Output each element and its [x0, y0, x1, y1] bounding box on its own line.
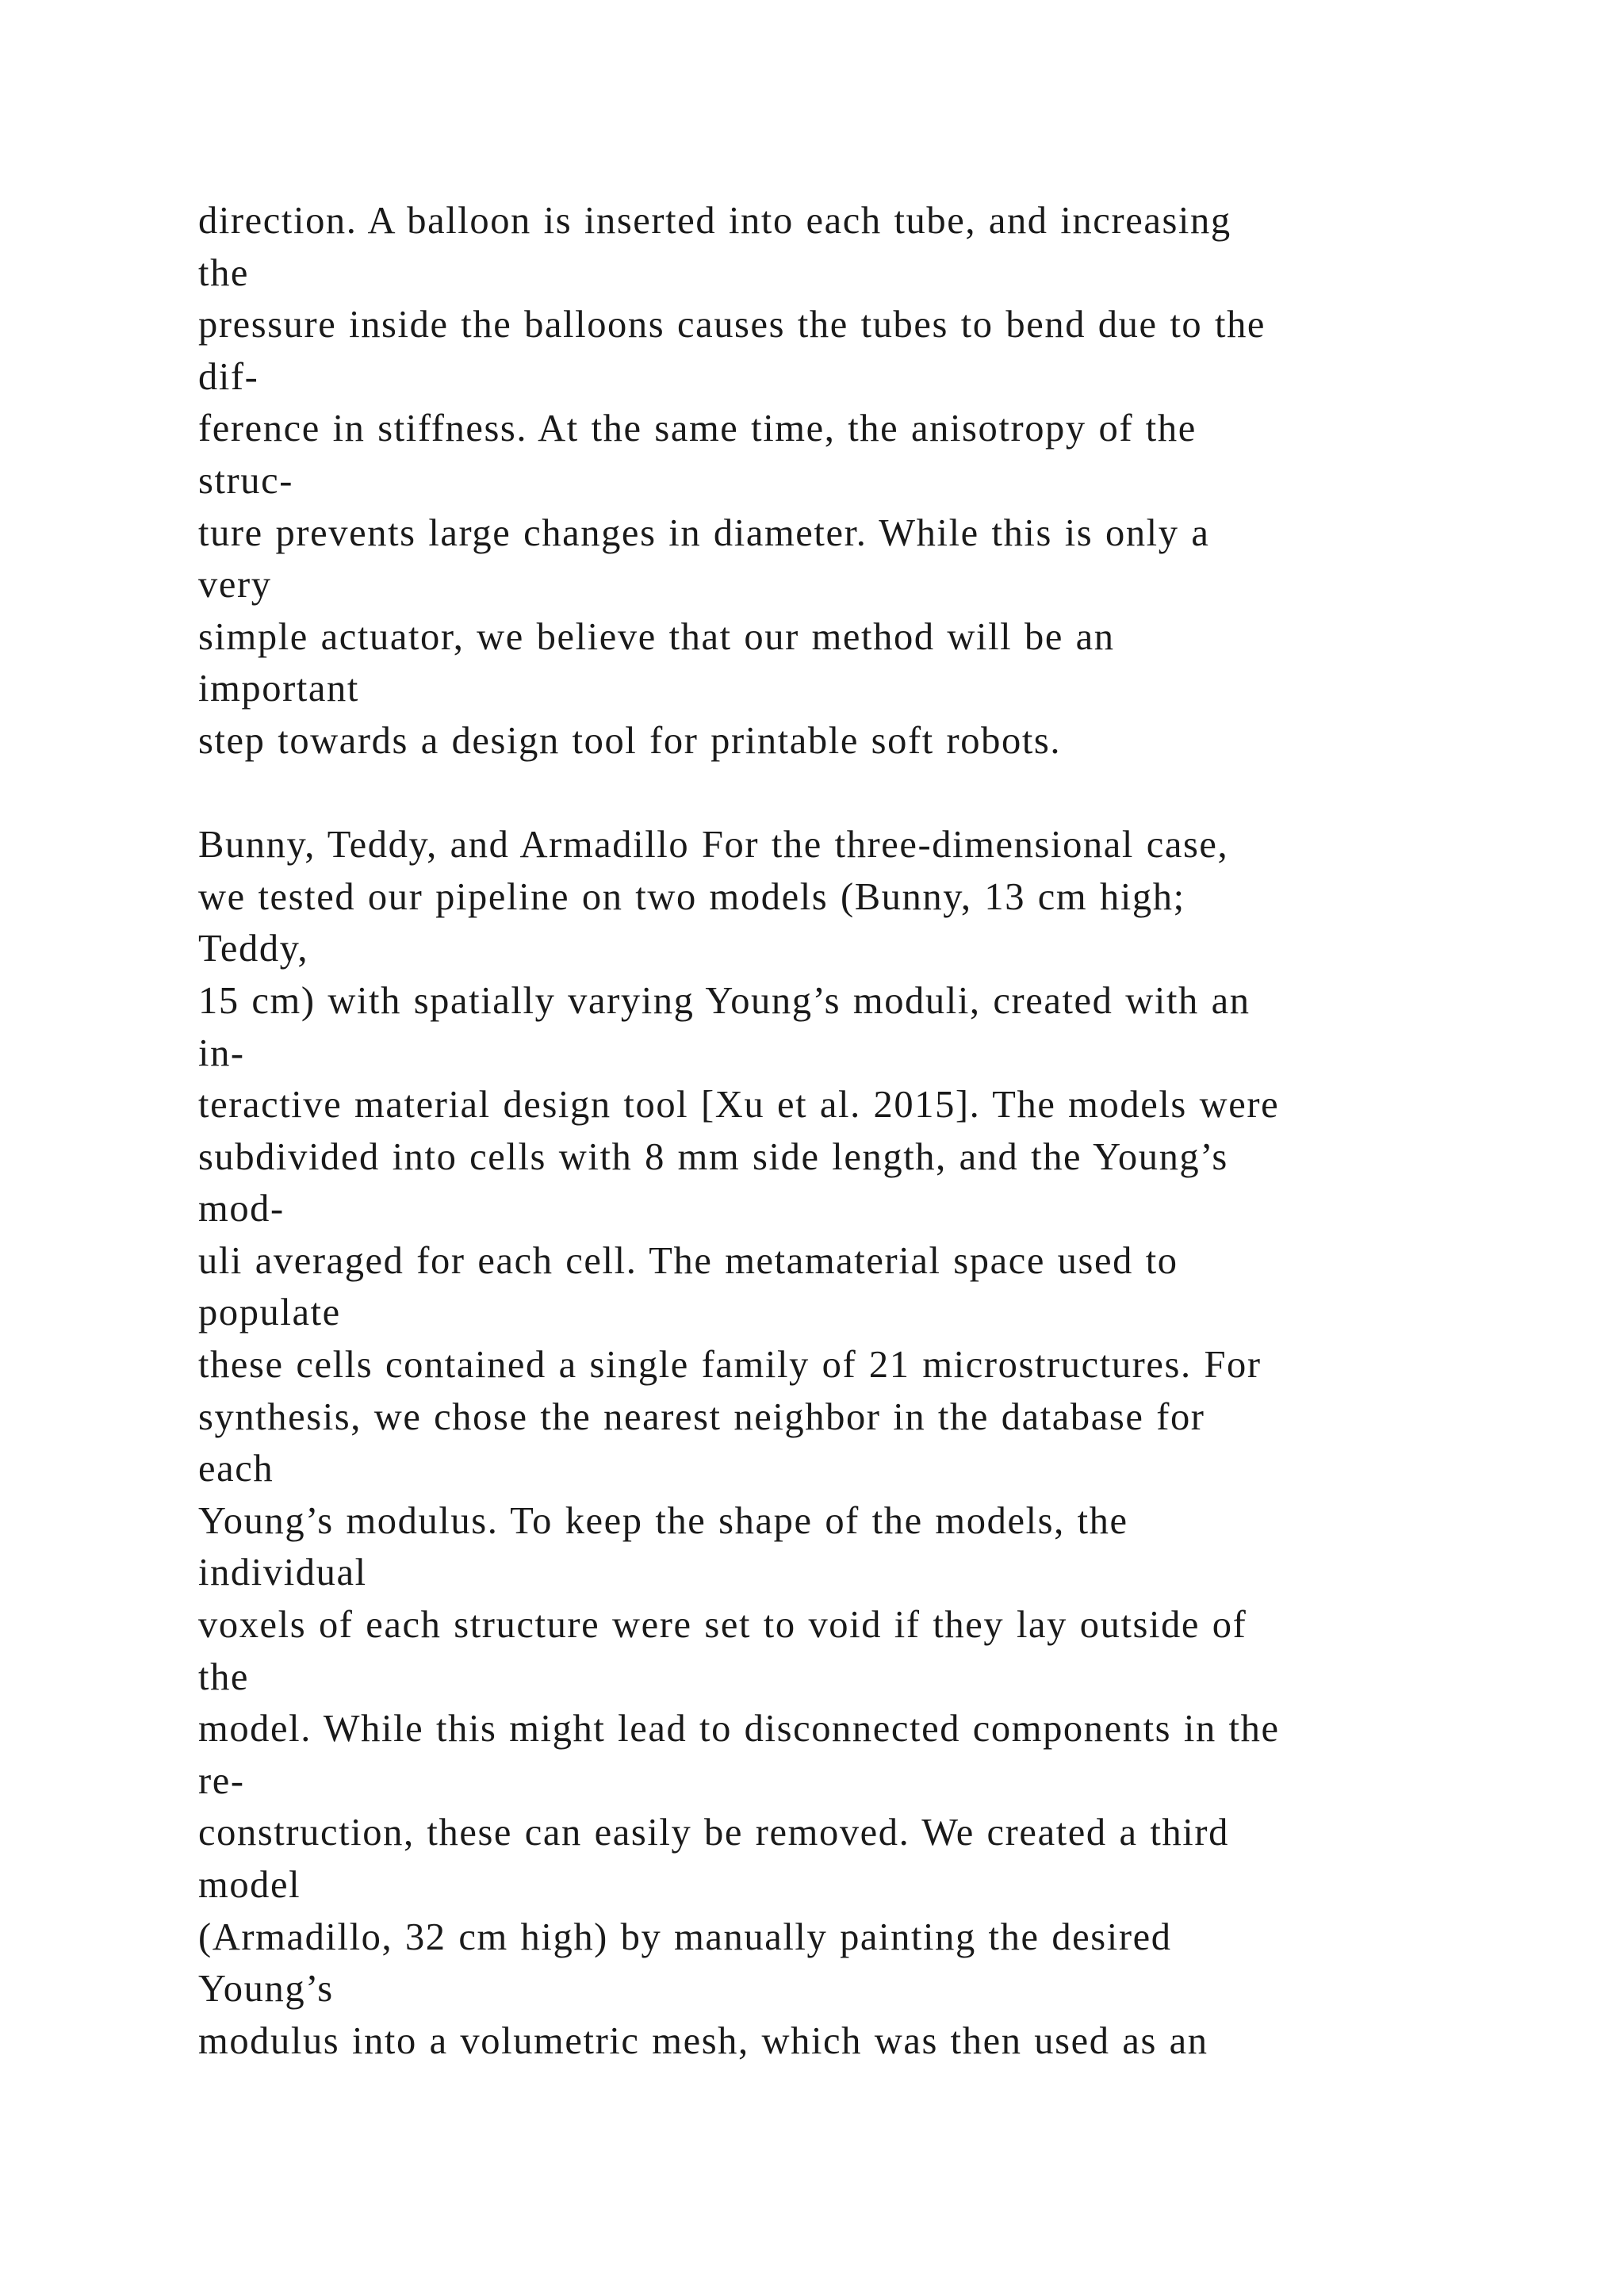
text-line: Bunny, Teddy, and Armadillo For the three-dimensional case,: [198, 824, 1229, 867]
text-line: direction. A balloon is inserted into each tube, and increasing: [198, 200, 1231, 242]
text-line: we tested our pipeline on two models (Bunny, 13 cm high;: [198, 875, 1185, 918]
text-line: important: [198, 668, 359, 710]
text-line: model: [198, 1864, 301, 1906]
text-line: individual: [198, 1552, 367, 1594]
text-line: step towards a design tool for printable soft robots.: [198, 719, 1062, 762]
text-line: in-: [198, 1031, 245, 1074]
text-line: each: [198, 1448, 274, 1490]
text-line: very: [198, 564, 272, 607]
text-line: subdivided into cells with 8 mm side length, and the Young’s: [198, 1135, 1228, 1178]
paragraph-1: [198, 195, 1562, 767]
document-text: [198, 195, 1562, 2067]
text-line: mod-: [198, 1188, 285, 1230]
text-line: teractive material design tool [Xu et al. 2015]. The models were: [198, 1084, 1280, 1127]
text-line: model. While this might lead to disconnected components in the: [198, 1708, 1280, 1751]
paragraph-2: [198, 819, 1562, 2067]
text-line: 15 cm) with spatially varying Young’s moduli, created with an: [198, 979, 1251, 1022]
text-line: Young’s: [198, 1968, 334, 2011]
text-line: ference in stiffness. At the same time, the anisotropy of the: [198, 408, 1197, 450]
text-line: voxels of each structure were set to void if they lay outside of: [198, 1604, 1247, 1647]
text-line: Teddy,: [198, 928, 309, 970]
text-line: the: [198, 1655, 250, 1698]
paragraph-gap: [198, 767, 1562, 820]
text-line: synthesis, we chose the nearest neighbor in the database for: [198, 1395, 1205, 1438]
text-line: the: [198, 251, 250, 294]
text-line: Young’s modulus. To keep the shape of the models, the: [198, 1499, 1128, 1542]
text-line: pressure inside the balloons causes the tubes to bend due to the: [198, 304, 1266, 346]
text-line: struc-: [198, 459, 294, 502]
text-line: (Armadillo, 32 cm high) by manually painting the desired: [198, 1915, 1172, 1958]
text-line: simple actuator, we believe that our method will be an: [198, 615, 1115, 658]
text-line: uli averaged for each cell. The metamaterial space used to: [198, 1239, 1178, 1282]
text-line: construction, these can easily be removed. We created a third: [198, 1812, 1229, 1854]
text-line: ture prevents large changes in diameter. While this is only a: [198, 511, 1210, 554]
text-line: modulus into a volumetric mesh, which was then used as an: [198, 2019, 1208, 2062]
text-line: populate: [198, 1292, 341, 1334]
text-line: these cells contained a single family of 21 microstructures. For: [198, 1344, 1262, 1387]
text-line: dif-: [198, 355, 259, 398]
text-line: re-: [198, 1759, 245, 1802]
